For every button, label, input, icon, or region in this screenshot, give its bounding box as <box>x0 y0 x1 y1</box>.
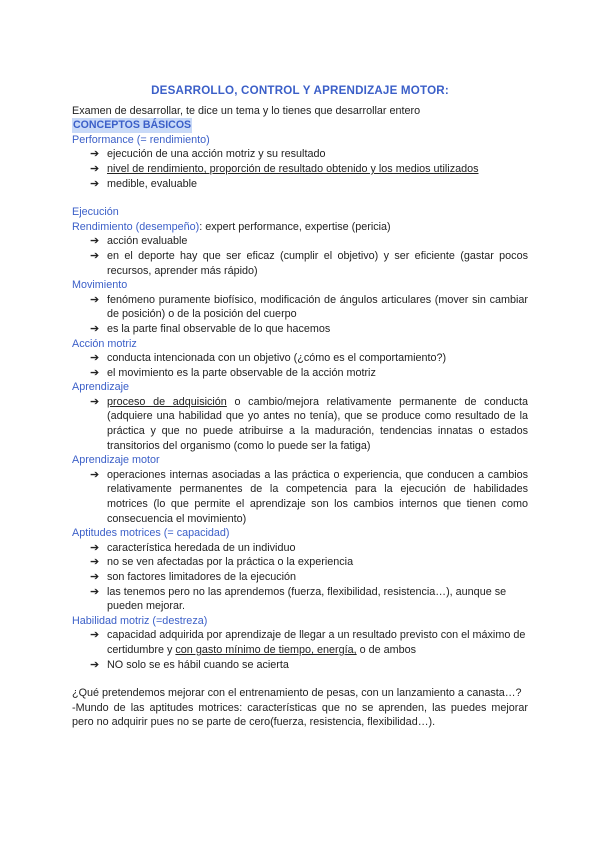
movimiento-heading: Movimiento <box>72 279 128 292</box>
arrow-icon: ➔ <box>90 658 100 671</box>
list-item: ➔ proceso de adquisición o cambio/mejora relativamente permanente de conducta (adquiere una habilidad que yo antes no tenía), que se produce como resultado de la práctica y que no puede atribuirse a la maduración, tendencias innatas o estados transitorios del organismo (como lo puede ser la fatiga) <box>90 395 528 452</box>
arrow-icon: ➔ <box>90 177 100 190</box>
arrow-icon: ➔ <box>90 571 100 583</box>
aptitudes-heading: Aptitudes motrices (= capacidad) <box>72 527 230 540</box>
movimiento-list <box>72 293 528 337</box>
list-item: ➔ acción evaluable <box>90 235 188 248</box>
arrow-icon: ➔ <box>90 249 100 262</box>
list-item: ➔ capacidad adquirida por aprendizaje de llegar a un resultado previsto con el máximo de certidumbre y con gasto mínimo de tiempo, energía, o de ambos <box>90 629 526 656</box>
arrow-icon: ➔ <box>90 293 100 306</box>
performance-list <box>72 147 528 191</box>
spacer <box>72 672 528 686</box>
arrow-icon: ➔ <box>90 585 100 598</box>
arrow-icon: ➔ <box>90 352 100 365</box>
list-item: ➔ son factores limitadores de la ejecución <box>90 571 297 583</box>
list-item: ➔ nivel de rendimiento, proporción de resultado obtenido y los medios utilizados <box>90 162 479 175</box>
highlight-line <box>72 118 528 133</box>
habilidad-list <box>72 628 528 672</box>
list-item: ➔ fenómeno puramente biofísico, modificación de ángulos articulares (mover sin cambiar de posición) o de la posición del cuerpo <box>90 293 528 321</box>
aprendizaje-heading: Aprendizaje <box>72 381 130 394</box>
list-item: ➔ las tenemos pero no las aprendemos (fuerza, flexibilidad, resistencia…), aunque se pueden mejorar. <box>90 585 507 613</box>
list-item: ➔ en el deporte hay que ser eficaz (cumplir el objetivo) y ser eficiente (gastar pocos recursos, aprender más rápido) <box>90 249 528 277</box>
list-item: ➔ conducta intencionada con un objetivo (¿cómo es el comportamiento?) <box>90 352 447 365</box>
habilidad-heading: Habilidad motriz (=destreza) <box>72 614 208 627</box>
arrow-icon: ➔ <box>90 322 100 335</box>
closing-paragraph: -Mundo de las aptitudes motrices: características que no se aprenden, las puedes mejorar pero no adquirir pues no se parte de cero(fuerza, resistencia, flexibilidad…). <box>72 701 528 729</box>
document-page <box>72 84 528 730</box>
accion-motriz-list <box>72 351 528 380</box>
arrow-icon: ➔ <box>90 629 100 642</box>
aprendizaje-motor-list <box>72 468 528 526</box>
arrow-icon: ➔ <box>90 366 100 379</box>
list-item: ➔ es la parte final observable de lo que hacemos <box>90 322 331 335</box>
question-paragraph: ¿Qué pretendemos mejorar con el entrenamiento de pesas, con un lanzamiento a canasta…? <box>72 687 522 700</box>
intro-text: Examen de desarrollar, te dice un tema y lo tienes que desarrollar entero <box>72 104 421 117</box>
conceptos-basicos-highlight: CONCEPTOS BÁSICOS <box>73 119 192 132</box>
list-item: ➔ NO solo se es hábil cuando se acierta <box>90 658 289 671</box>
aptitudes-list <box>72 541 528 614</box>
arrow-icon: ➔ <box>90 541 100 554</box>
spacer <box>72 191 528 205</box>
arrow-icon: ➔ <box>90 235 100 248</box>
aprendizaje-list <box>72 395 528 453</box>
list-item: ➔ el movimiento es la parte observable de la acción motriz <box>90 366 376 379</box>
aprendizaje-motor-heading: Aprendizaje motor <box>72 454 160 467</box>
rendimiento-list <box>72 234 528 278</box>
accion-motriz-heading: Acción motriz <box>72 337 137 350</box>
arrow-icon: ➔ <box>90 468 100 481</box>
arrow-icon: ➔ <box>90 162 100 175</box>
list-item: ➔ no se ven afectadas por la práctica o la experiencia <box>90 556 354 569</box>
rendimiento-heading: Rendimiento (desempeño): expert performance, expertise (pericia) <box>72 220 391 233</box>
arrow-icon: ➔ <box>90 556 100 569</box>
list-item: ➔ ejecución de una acción motriz y su resultado <box>90 148 326 161</box>
list-item: ➔ medible, evaluable <box>90 177 198 190</box>
arrow-icon: ➔ <box>90 395 100 408</box>
performance-heading: Performance (= rendimiento) <box>72 133 210 146</box>
list-item: ➔ característica heredada de un individuo <box>90 541 296 554</box>
ejecucion-heading: Ejecución <box>72 206 119 219</box>
list-item: ➔ operaciones internas asociadas a las práctica o experiencia, que conducen a cambios relativamente permanentes de la competencia para la ejecución de habilidades motrices (lo que permite el aprendizaje son los cambios internos que tienen como consecuencia el movimiento) <box>90 468 528 525</box>
arrow-icon: ➔ <box>90 148 100 161</box>
document-title: DESARROLLO, CONTROL Y APRENDIZAJE MOTOR: <box>151 84 449 97</box>
